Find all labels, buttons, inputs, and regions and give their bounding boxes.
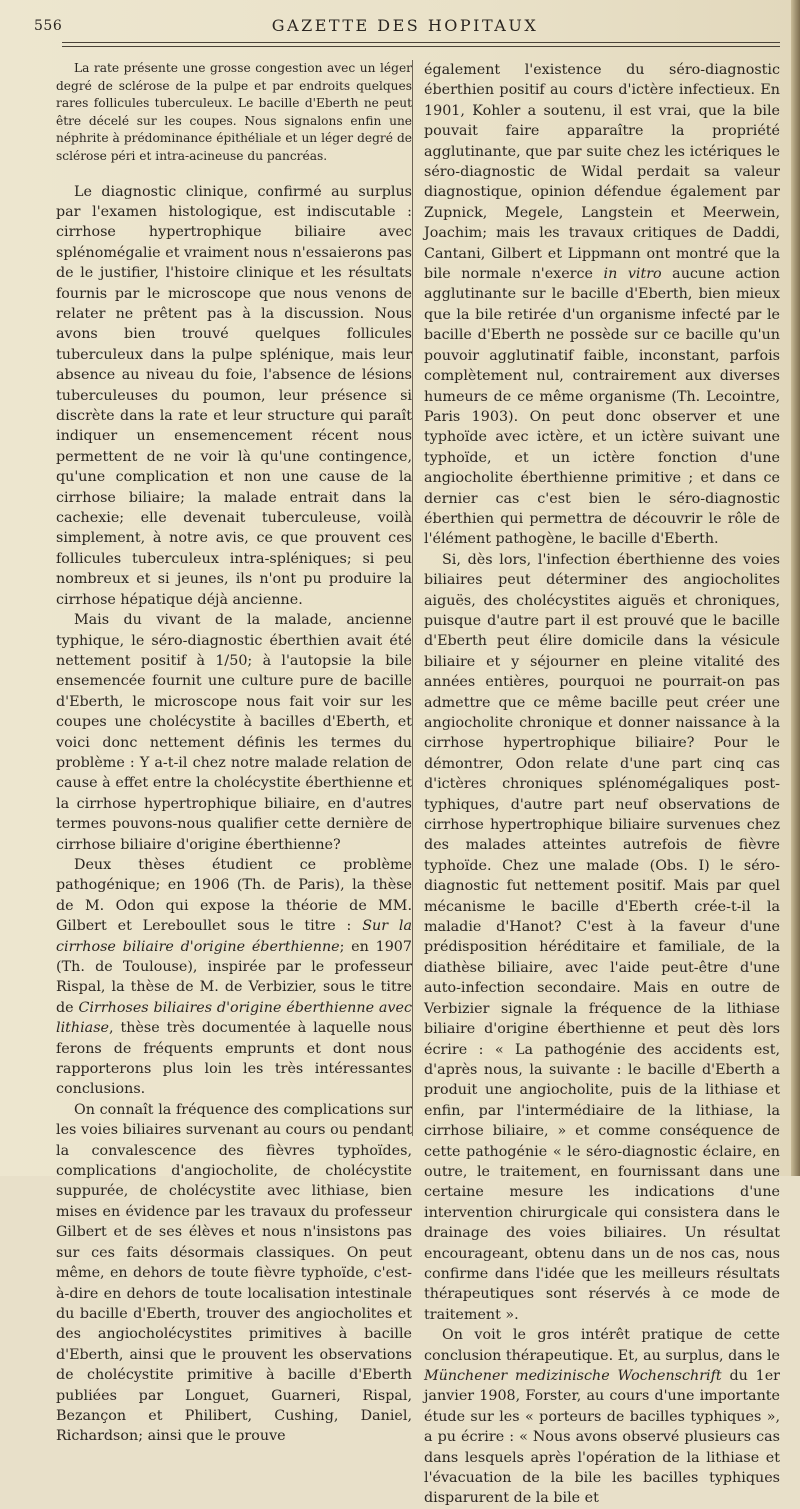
header-rule-top [62, 42, 780, 43]
latin-italic: in vitro [603, 266, 662, 283]
page-number: 556 [34, 18, 63, 34]
body-paragraph: Mais du vivant de la malade, ancienne typhique, le séro-diagnostic éberthien avait été nettement positif à 1/50; à l'autopsie la bile ensemencée fournit une culture pure de bacille d'Eberth, le microscope nous fait voir sur les coupes une cholécystite à bacilles d'Eberth, et voici donc nettement définis les termes du problème : Y a-t-il chez notre malade relation de cause à effet entre la cholécystite éberthienne et la cirrhose hypertrophique biliaire, en d'autres termes pouvons-nous qualifier cette dernière de cirrhose biliaire d'origine éberthienne? [56, 612, 412, 853]
paragraph-text: du 1er janvier 1908, Forster, au cours d'une importante étude sur les « porteurs de bacilles typhiques », a pu écrire : « Nous avons observé plusieurs cas dans lesquels après l'opération de la lithiase et l'évacuation de la bile les bacilles typhiques disparurent de la bile et [424, 1368, 780, 1507]
body-paragraph: On connaît la fréquence des complications sur les voies biliaires survenant au cours ou pendant la convalescence des fièvres typhoïdes, complications d'angiocholite, de cholécystite suppurée, de cholécystite avec lithiase, bien mises en évidence par les travaux du professeur Gilbert et de ses élèves et nous n'insistons pas sur ces faits désormais classiques. On peut même, en dehors de toute fièvre typhoïde, c'est-à-dire en dehors de toute localisation intestinale du bacille d'Eberth, trouver des angiocholites et des angiocholécystites primitives à bacille d'Eberth, ainsi que le prouvent les observations de cholécystite primitive à bacille d'Eberth publiées par Longuet, Guarneri, Rispal, Bezançon et Philibert, Cushing, Daniel, Richardson; ainsi que le prouve [56, 1101, 412, 1445]
page-edge-shadow [791, 0, 800, 1176]
thesis-title-italic: Sur la cirrhose biliaire d'origine éberthienne [56, 918, 412, 955]
left-column [56, 60, 412, 1447]
paragraph-text: ; en 1907 (Th. de Toulouse), inspirée par le professeur Rispal, la thèse de M. de Verbizier, sous le titre de [56, 938, 412, 1016]
abstract-paragraph: La rate présente une grosse congestion avec un léger degré de sclérose de la pulpe et par endroits quelques rares follicules tuberculeux. Le bacille d'Eberth ne peut être décelé sur les coupes. Nous signalons enfin une néphrite à prédominance épithéliale et un léger degré de sclérose péri et intra-acineuse du pancréas. [56, 61, 412, 163]
paragraph-text: aucune action agglutinante sur le bacille d'Eberth, bien mieux que la bile retirée d'un organisme infecté par le bacille d'Eberth ne possède sur ce bacille qu'un pouvoir agglutinatif faible, inconstant, parfois complètement nul, contrairement aux diverses humeurs de ce même organisme (Th. Lecointre, Paris 1903). On peut donc observer et une typhoïde avec ictère, et un ictère suivant une typhoïde, et un ictère fonction d'une angiocholite éberthienne primitive ; et dans ce dernier cas c'est bien le séro-diagnostic éberthien qui permettra de découvrir le rôle de l'élément pathogène, le bacille d'Eberth. [424, 266, 780, 548]
body-paragraph [56, 855, 412, 1100]
page-header [30, 14, 780, 38]
paragraph-text: également l'existence du séro-diagnostic éberthien positif au cours d'ictère infectieux. En 1901, Kohler a soutenu, il est vrai, que la bile pouvait faire apparaître la propriété agglutinante, que par suite chez les ictériques le séro-diagnostic de Widal perdait sa valeur diagnostique, opinion défendue également par Zupnick, Megele, Langstein et Meerwein, Joachim; mais les travaux critiques de Daddi, Cantani, Gilbert et Lippmann ont montré que la bile normale n'exerce [424, 62, 780, 283]
header-rule-bottom [62, 46, 780, 47]
paragraph-text: , thèse très documentée à laquelle nous ferons de fréquents emprunts et dont nous rapporterons plus loin les très intéressantes conclusions. [56, 1020, 412, 1098]
running-title: GAZETTE DES HOPITAUX [271, 16, 539, 35]
thesis-title-italic: Cirrhoses biliaires d'origine éberthienne avec lithiase [56, 999, 412, 1037]
body-paragraph [424, 60, 780, 550]
column-divider [412, 60, 413, 1136]
journal-title-italic: Münchener medizinische Wochenschrift [424, 1368, 722, 1384]
body-paragraph: Si, dès lors, l'infection éberthienne des voies biliaires peut déterminer des angiocholites aiguës, des cholécystites aiguës et chroniques, puisque d'autre part il est prouvé que le bacille d'Eberth peut élire domicile dans la vésicule biliaire et y séjourner en pleine vitalité des années entières, pourquoi ne pourrait-on pas admettre que ce même bacille peut créer une angiocholite chronique et donner naissance à la cirrhose hypertrophique biliaire? Pour le démontrer, Odon relate d'une part cinq cas d'ictères chroniques splénomégaliques post-typhiques, d'autre part neuf observations de cirrhose hypertrophique biliaire survenues chez des malades atteintes autrefois de fièvre typhoïde. Chez une malade (Obs. I) le séro-diagnostic fut nettement positif. Mais par quel mécanisme le bacille d'Eberth crée-t-il la maladie d'Hanot? C'est à la faveur d'une prédisposition héréditaire et familiale, de la diathèse biliaire, avec l'aide peut-être d'une auto-infection secondaire. Mais en outre de Verbizier signale la fréquence de la lithiase biliaire d'origine éberthienne et peut dès lors écrire : « La pathogénie des accidents est, d'après nous, la suivante : le bacille d'Eberth a produit une angiocholite, puis de la lithiase et enfin, par l'intermédiaire de la lithiase, la cirrhose biliaire, » et comme conséquence de cette pathogénie « le séro-diagnostic éclaire, en outre, le traitement, en fournissant dans une certaine mesure les indications d'une intervention chirurgicale qui consistera dans le drainage des voies biliaires. Un résultat encourageant, obtenu dans un de nos cas, nous confirme dans l'idée que les meilleurs résultats thérapeutiques sont réservés à ce mode de traitement ». [424, 551, 780, 1323]
body-paragraph [424, 1325, 780, 1509]
paragraph-text: On voit le gros intérêt pratique de cette conclusion thérapeutique. Et, au surplus, dans le [424, 1327, 780, 1364]
paragraph-text: Deux thèses étudient ce problème pathogénique; en 1906 (Th. de Paris), la thèse de M. Odon qui expose la théorie de MM. Gilbert et Lereboullet sous le titre : [56, 856, 412, 935]
body-paragraph: Le diagnostic clinique, confirmé au surplus par l'examen histologique, est indiscutable : cirrhose hypertrophique biliaire avec splénomégalie et vraiment nous n'essaierons pas de le justifier, l'histoire clinique et les résultats fournis par le microscope que nous venons de relater ne prêtent pas à la discussion. Nous avons bien trouvé quelques follicules tuberculeux dans la pulpe splénique, mais leur absence au niveau du foie, l'absence de lésions tuberculeuses du poumon, leur présence si discrète dans la rate et leur structure qui paraît indiquer un ensemencement récent nous permettent de ne voir là qu'une contingence, qu'une complication et non une cause de la cirrhose biliaire; la malade entrait dans la cachexie; elle devenait tuberculeuse, voilà simplement, à notre avis, ce que prouvent ces follicules tuberculeux intra-spléniques; si peu nombreux et si jeunes, ils n'ont pu produire la cirrhose hépatique déjà ancienne. [56, 183, 412, 608]
right-column [424, 60, 780, 1509]
